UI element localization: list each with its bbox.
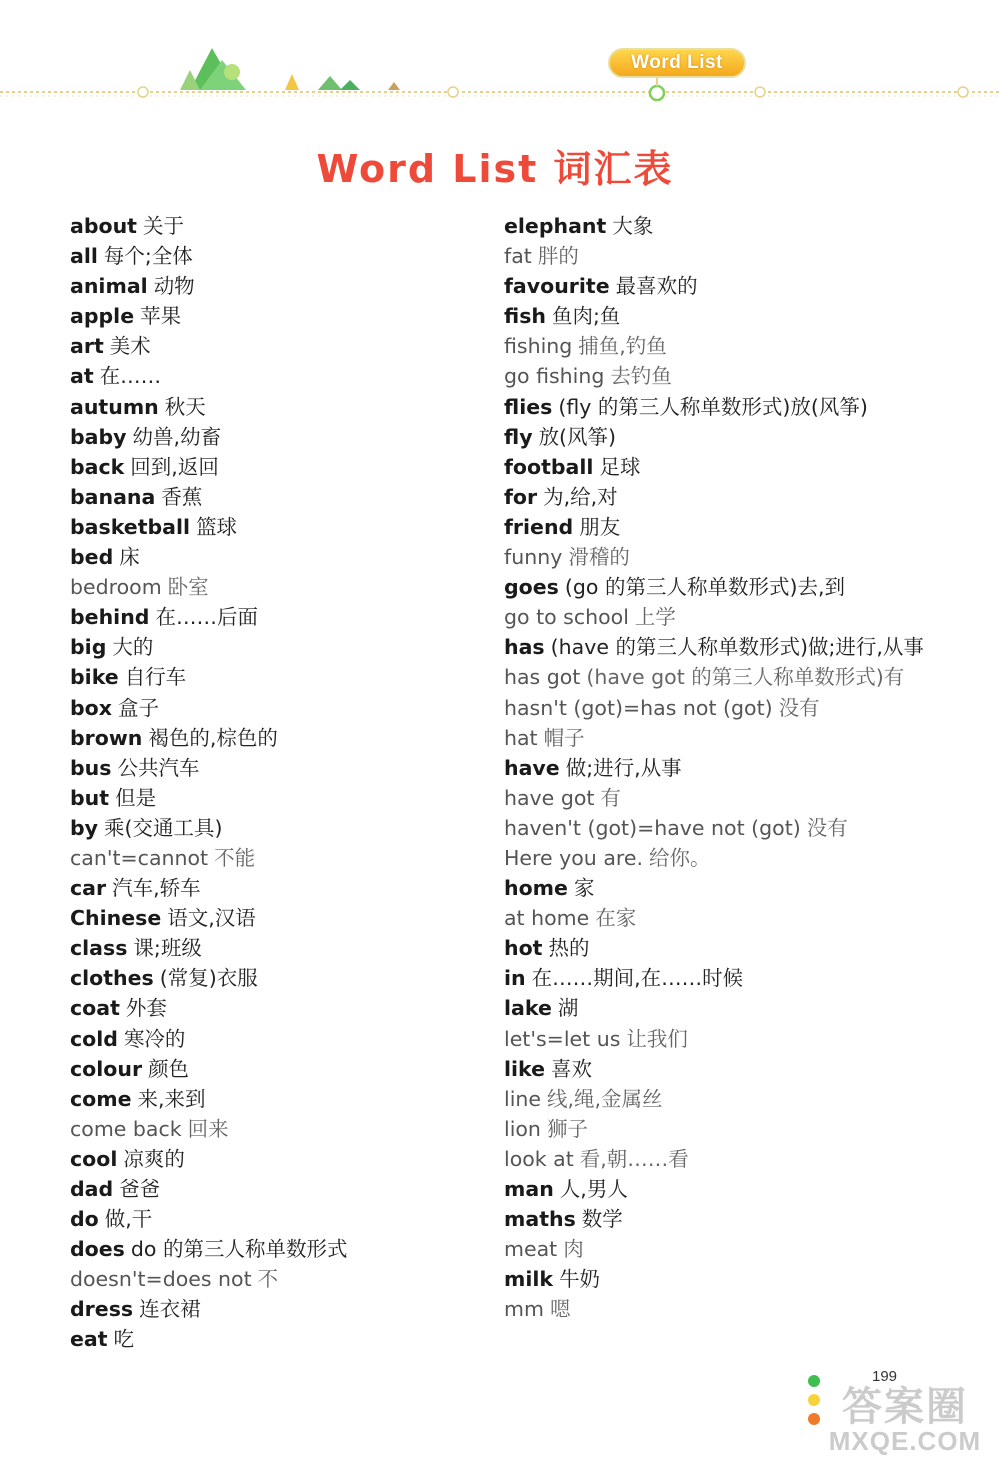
word-entry <box>70 662 347 692</box>
entry-meaning: (have got 的第三人称单数形式)有 <box>586 665 905 690</box>
word-entry <box>504 873 934 903</box>
entry-meaning: 足球 <box>599 454 641 479</box>
word-entry <box>70 361 347 391</box>
entry-word: about <box>70 214 137 238</box>
section-tag: Word List <box>608 48 746 78</box>
entry-meaning: (have 的第三人称单数形式)做;进行,从事 <box>550 635 924 660</box>
entry-meaning: 没有 <box>806 815 848 840</box>
word-entry <box>504 482 934 512</box>
word-entry <box>504 632 934 662</box>
word-entry <box>504 1114 934 1144</box>
word-entry <box>70 843 347 873</box>
entry-meaning: 盒子 <box>117 695 159 720</box>
entry-meaning: 看,朝……看 <box>579 1146 689 1171</box>
entry-meaning: 帽子 <box>543 725 585 750</box>
entry-word: at home <box>504 906 590 931</box>
bead-icon <box>138 87 148 97</box>
word-entry <box>504 933 934 963</box>
entry-word: come back <box>70 1116 182 1141</box>
word-entry <box>504 993 934 1023</box>
entry-meaning: 颜色 <box>148 1056 190 1081</box>
entry-word: art <box>70 334 104 359</box>
entry-word: elephant <box>504 214 607 238</box>
entry-word: bus <box>70 755 112 780</box>
green-dot-icon <box>808 1375 820 1387</box>
word-entry <box>70 783 347 813</box>
entry-meaning: 湖 <box>557 996 579 1021</box>
entry-word: but <box>70 785 110 810</box>
entry-meaning: 热的 <box>548 936 590 961</box>
entry-word: dad <box>70 1177 114 1201</box>
entry-word: have <box>504 755 560 780</box>
page-title: Word List 词汇表 <box>316 147 674 191</box>
entry-meaning: 课;班级 <box>133 936 202 961</box>
word-entry <box>70 271 347 301</box>
word-entry <box>504 1054 934 1084</box>
entry-meaning: 大象 <box>612 214 654 238</box>
entry-meaning: 不能 <box>214 845 256 870</box>
entry-word: cool <box>70 1146 118 1171</box>
word-entry <box>504 452 934 482</box>
word-entry <box>504 1024 934 1054</box>
watermark-line-2: MXQE.COM <box>828 1426 982 1456</box>
word-entry <box>504 963 934 993</box>
entry-word: mm <box>504 1297 544 1322</box>
entry-word: colour <box>70 1056 143 1081</box>
entry-word: fish <box>504 304 546 329</box>
word-entry <box>70 933 347 963</box>
entry-meaning: 吃 <box>113 1327 135 1352</box>
entry-meaning: 美术 <box>109 334 151 359</box>
bush-icon <box>224 64 240 80</box>
word-entry <box>504 241 934 271</box>
entry-meaning: 做;进行,从事 <box>565 755 682 780</box>
entry-meaning: 滑稽的 <box>568 545 630 570</box>
word-entry <box>504 843 934 873</box>
entry-meaning: 回来 <box>187 1116 229 1141</box>
entry-meaning: 在……后面 <box>155 605 258 630</box>
word-entry <box>504 301 934 331</box>
entry-meaning: 乘(交通工具) <box>104 815 223 840</box>
entry-word: lake <box>504 996 552 1021</box>
entry-word: maths <box>504 1207 576 1232</box>
watermark-line-1: 答案圈 <box>842 1385 968 1429</box>
entry-meaning: 大的 <box>112 635 154 660</box>
word-entry <box>504 903 934 933</box>
word-entry <box>504 1234 934 1264</box>
entry-meaning: 捕鱼,钓鱼 <box>578 334 667 359</box>
entry-meaning: 人,男人 <box>559 1177 628 1201</box>
entry-meaning: 语文,汉语 <box>167 906 256 931</box>
word-entry <box>504 211 934 241</box>
word-entry <box>70 542 347 572</box>
word-entry <box>70 1174 347 1204</box>
entry-word: cold <box>70 1026 118 1051</box>
entry-meaning: 但是 <box>115 785 157 810</box>
entry-word: Here you are. <box>504 845 643 870</box>
entry-word: fly <box>504 424 533 449</box>
watermark <box>820 1375 990 1457</box>
entry-meaning: 朋友 <box>579 514 621 539</box>
word-entry <box>504 1264 934 1294</box>
word-entry <box>504 542 934 572</box>
entry-meaning: 喜欢 <box>551 1056 593 1081</box>
word-entry <box>504 1144 934 1174</box>
entry-meaning: 鱼肉;鱼 <box>552 304 621 329</box>
entry-word: car <box>70 876 107 901</box>
entry-word: can't=cannot <box>70 845 209 870</box>
word-entry <box>504 1294 934 1324</box>
entry-meaning: 胖的 <box>537 244 579 269</box>
word-entry <box>504 753 934 783</box>
entry-word: banana <box>70 484 156 509</box>
entry-word: clothes <box>70 966 154 991</box>
entry-meaning: 自行车 <box>124 665 187 690</box>
entry-word: look at <box>504 1146 574 1171</box>
entry-word: come <box>70 1086 132 1111</box>
word-entry <box>70 753 347 783</box>
entry-word: big <box>70 635 107 660</box>
word-entry <box>504 331 934 361</box>
entry-word: fishing <box>504 334 573 359</box>
word-list-right-column <box>504 211 934 1324</box>
entry-meaning: 公共汽车 <box>117 755 200 780</box>
word-entry <box>70 331 347 361</box>
entry-word: doesn't=does not <box>70 1267 252 1292</box>
entry-word: friend <box>504 514 574 539</box>
entry-meaning: 褐色的,棕色的 <box>148 725 278 750</box>
entry-meaning: 让我们 <box>626 1026 688 1051</box>
entry-word: milk <box>504 1267 554 1292</box>
hill-icon-3 <box>388 82 400 90</box>
entry-meaning: (fly 的第三人称单数形式)放(风筝) <box>558 394 868 419</box>
entry-meaning: 幼兽,幼畜 <box>132 424 222 449</box>
entry-word: class <box>70 936 128 961</box>
word-entry <box>70 693 347 723</box>
entry-word: autumn <box>70 394 159 419</box>
entry-word: let's=let us <box>504 1026 621 1051</box>
entry-meaning: 连衣裙 <box>139 1297 201 1322</box>
word-entry <box>70 211 347 241</box>
word-entry <box>504 602 934 632</box>
entry-meaning: 卧室 <box>167 575 209 600</box>
entry-meaning: 数学 <box>581 1207 623 1232</box>
hill-icon-2 <box>340 80 360 90</box>
bead-icon <box>755 87 765 97</box>
word-entry <box>70 1084 347 1114</box>
entry-word: goes <box>504 575 559 600</box>
entry-word: man <box>504 1177 554 1201</box>
entry-meaning: (常复)衣服 <box>159 966 258 991</box>
entry-meaning: 牛奶 <box>559 1267 601 1292</box>
entry-meaning: 放(风筝) <box>538 424 617 449</box>
entry-meaning: 苹果 <box>140 304 182 329</box>
entry-word: hot <box>504 936 543 961</box>
word-entry <box>70 993 347 1023</box>
word-entry <box>504 271 934 301</box>
word-entry <box>70 301 347 331</box>
entry-meaning: do 的第三人称单数形式 <box>130 1237 348 1262</box>
bead-icon <box>958 87 968 97</box>
header-decoration <box>0 0 1000 110</box>
word-entry <box>70 241 347 271</box>
hill-icon <box>318 76 342 90</box>
entry-word: home <box>504 876 568 901</box>
word-entry <box>504 1084 934 1114</box>
word-entry <box>70 1024 347 1054</box>
entry-word: line <box>504 1086 541 1111</box>
entry-word: back <box>70 454 125 479</box>
word-entry <box>504 1204 934 1234</box>
entry-meaning: 回到,返回 <box>130 454 219 479</box>
word-entry <box>70 1144 347 1174</box>
entry-meaning: 上学 <box>634 605 676 630</box>
entry-word: animal <box>70 274 148 299</box>
word-entry <box>70 1234 347 1264</box>
entry-word: do <box>70 1207 99 1232</box>
entry-meaning: 没有 <box>778 695 820 720</box>
entry-meaning: (go 的第三人称单数形式)去,到 <box>564 575 845 600</box>
word-entry <box>504 693 934 723</box>
entry-word: dress <box>70 1297 134 1322</box>
word-entry <box>504 361 934 391</box>
entry-word: has <box>504 635 545 660</box>
entry-word: has got <box>504 665 581 690</box>
entry-meaning: 线,绳,金属丝 <box>547 1086 663 1111</box>
entry-word: at <box>70 364 94 389</box>
entry-meaning: 来,来到 <box>137 1086 206 1111</box>
entry-word: all <box>70 244 98 269</box>
word-entry <box>70 602 347 632</box>
entry-word: football <box>504 454 594 479</box>
entry-meaning: 寒冷的 <box>123 1026 186 1051</box>
entry-word: box <box>70 695 112 720</box>
entry-meaning: 家 <box>573 876 595 901</box>
entry-word: hat <box>504 725 538 750</box>
entry-meaning: 肉 <box>563 1237 584 1262</box>
page-number: 199 <box>872 1368 898 1385</box>
word-entry <box>70 1294 347 1324</box>
word-entry <box>70 963 347 993</box>
entry-word: behind <box>70 605 150 630</box>
entry-word: baby <box>70 424 127 449</box>
entry-word: like <box>504 1056 546 1081</box>
word-entry <box>70 813 347 843</box>
entry-meaning: 关于 <box>143 214 184 238</box>
entry-meaning: 秋天 <box>164 394 206 419</box>
entry-word: funny <box>504 545 563 570</box>
entry-word: go fishing <box>504 364 605 389</box>
entry-meaning: 最喜欢的 <box>615 274 698 299</box>
bead-icon <box>650 86 664 100</box>
word-entry <box>504 662 934 692</box>
entry-meaning: 床 <box>119 545 140 570</box>
word-entry <box>70 512 347 542</box>
entry-meaning: 爸爸 <box>119 1177 161 1201</box>
word-entry <box>504 783 934 813</box>
word-entry <box>504 512 934 542</box>
entry-meaning: 在…… <box>99 364 162 389</box>
entry-meaning: 篮球 <box>196 514 238 539</box>
entry-word: have got <box>504 785 595 810</box>
entry-word: hasn't (got)=has not (got) <box>504 695 773 720</box>
word-entry <box>70 723 347 753</box>
entry-meaning: 给你。 <box>649 845 711 870</box>
word-entry <box>504 723 934 753</box>
entry-word: apple <box>70 304 135 329</box>
entry-meaning: 不 <box>257 1267 279 1292</box>
word-entry <box>70 482 347 512</box>
word-entry <box>70 1054 347 1084</box>
entry-meaning: 在家 <box>595 906 637 931</box>
entry-meaning: 在……期间,在……时候 <box>531 966 744 991</box>
entry-word: brown <box>70 725 143 750</box>
entry-word: does <box>70 1237 125 1262</box>
entry-meaning: 狮子 <box>546 1116 588 1141</box>
entry-word: lion <box>504 1116 541 1141</box>
word-entry <box>70 903 347 933</box>
entry-word: by <box>70 815 99 840</box>
word-entry <box>504 572 934 602</box>
entry-meaning: 外套 <box>125 996 167 1021</box>
word-entry <box>70 632 347 662</box>
yellow-tree-icon <box>285 74 299 90</box>
entry-meaning: 凉爽的 <box>123 1146 185 1171</box>
entry-meaning: 香蕉 <box>161 484 203 509</box>
entry-meaning: 做,干 <box>104 1207 153 1232</box>
entry-meaning: 去钓鱼 <box>610 364 672 389</box>
entry-word: bedroom <box>70 575 162 600</box>
word-entry <box>504 813 934 843</box>
word-entry <box>70 422 347 452</box>
word-entry <box>70 572 347 602</box>
entry-meaning: 嗯 <box>549 1297 571 1322</box>
bead-icon <box>448 87 458 97</box>
entry-word: eat <box>70 1327 108 1352</box>
word-entry <box>70 1204 347 1234</box>
word-list-left-column <box>70 211 347 1355</box>
entry-word: Chinese <box>70 906 162 931</box>
entry-word: fat <box>504 244 532 269</box>
entry-word: go to school <box>504 605 629 630</box>
entry-word: for <box>504 484 538 509</box>
entry-word: haven't (got)=have not (got) <box>504 815 801 840</box>
entry-word: flies <box>504 394 553 419</box>
entry-meaning: 有 <box>600 785 621 810</box>
yellow-dot-icon <box>808 1394 820 1406</box>
word-entry <box>70 873 347 903</box>
entry-word: bike <box>70 665 119 690</box>
word-entry <box>70 452 347 482</box>
entry-meaning: 每个;全体 <box>103 244 193 269</box>
entry-meaning: 动物 <box>153 274 195 299</box>
word-entry <box>70 392 347 422</box>
entry-word: meat <box>504 1237 558 1262</box>
entry-word: coat <box>70 996 120 1021</box>
entry-word: in <box>504 966 526 991</box>
entry-meaning: 汽车,轿车 <box>112 876 201 901</box>
word-entry <box>504 1174 934 1204</box>
word-entry <box>70 1264 347 1294</box>
orange-dot-icon <box>808 1413 820 1425</box>
header-landscape <box>0 0 1000 110</box>
word-entry <box>504 392 934 422</box>
word-entry <box>70 1114 347 1144</box>
entry-word: favourite <box>504 274 610 299</box>
entry-word: bed <box>70 545 114 570</box>
word-entry <box>504 422 934 452</box>
word-entry <box>70 1324 347 1354</box>
entry-meaning: 为,给,对 <box>543 484 618 509</box>
entry-word: basketball <box>70 514 191 539</box>
